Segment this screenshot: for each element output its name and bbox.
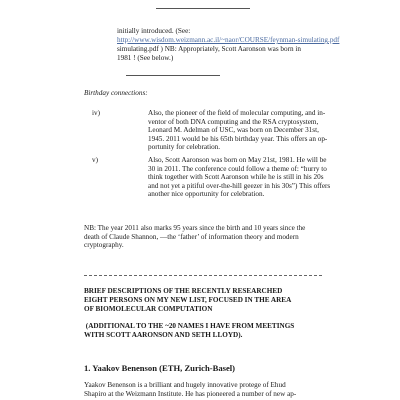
item-v-label: v) — [92, 156, 98, 164]
person-body-line: Shapiro at the Weizmann Institute. He has pioneered a number of new ap- — [84, 389, 297, 398]
nb-line: NB: The year 2011 also marks 95 years since the birth and 10 years since the — [84, 224, 306, 232]
section-divider — [84, 275, 322, 276]
section-subheading — [84, 322, 394, 340]
section-subheading-line: WITH SCOTT AARONSON AND SETH LLOYD). — [84, 330, 243, 339]
birthday-heading: Birthday connections: — [84, 89, 148, 97]
intro-line-4: 1981 ! (See below.) — [117, 54, 174, 62]
item-v-line: and not yet a pitiful over-the-hill geezer in his 30s”) This offers — [148, 181, 331, 190]
item-iv-line: Leonard M. Adelman of USC, was born on December 31st, — [148, 126, 319, 135]
item-iv-label: iv) — [92, 109, 100, 117]
item-iv-line: portunity for celebration. — [148, 143, 221, 152]
item-v-line: another nice opportunity for celebration. — [148, 190, 265, 199]
item-iv-text — [148, 109, 398, 152]
item-iv-line: Also, the pioneer of the field of molecular computing, and in- — [148, 109, 326, 117]
intro-divider — [126, 75, 220, 76]
section-heading — [84, 287, 394, 313]
intro-line-1: initially introduced. (See: — [117, 27, 191, 35]
item-iv-line: 1945. 2011 would be his 65th birthday year. This offers an op- — [148, 134, 328, 143]
item-v-line: Also, Scott Aaronson was born on May 21st, 1981. He will be — [148, 156, 327, 164]
section-heading-line: BRIEF DESCRIPTIONS OF THE RECENTLY RESEARCHED — [84, 287, 283, 295]
item-v-line: 30 in 2011. The conference could follow a theme of: “hurry to — [148, 164, 327, 173]
section-subheading-line: (ADDITIONAL TO THE ~20 NAMES I HAVE FROM MEETINGS — [84, 322, 295, 330]
item-v-line: think together with Scott Aaronson while he is still in his 20s — [148, 173, 324, 182]
intro-line-3: simulating.pdf ) NB: Appropriately, Scott Aaronson was born in — [117, 45, 301, 53]
section-heading-line: EIGHT PERSONS ON MY NEW LIST, FOCUSED IN THE AREA — [84, 295, 292, 304]
person-body — [84, 381, 394, 398]
section-heading-line: OF BIOMOLECULAR COMPUTATION — [84, 304, 213, 313]
item-v-text — [148, 156, 398, 199]
top-divider — [156, 8, 250, 9]
intro-url-link[interactable]: http://www.wisdom.weizmann.ac.il/~naor/COURSE/feynman-simulating.pdf — [117, 36, 340, 44]
nb-paragraph — [84, 224, 394, 250]
item-iv-line: ventor of both DNA computing and the RSA cryptosystem, — [148, 117, 319, 126]
intro-url-row — [117, 36, 400, 45]
nb-line: death of Claude Shannon, —the ‘father’ of information theory and modern — [84, 232, 299, 241]
person-body-line: Yaakov Benenson is a brilliant and hugely innovative protege of Ehud — [84, 381, 286, 389]
nb-line: cryptography. — [84, 241, 124, 250]
person-heading: 1. Yaakov Benenson (ETH, Zurich-Basel) — [84, 363, 236, 373]
